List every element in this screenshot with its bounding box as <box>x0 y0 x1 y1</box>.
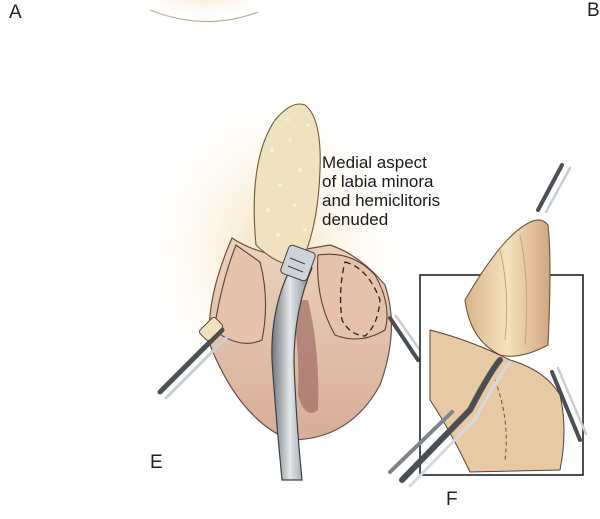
annotation-text <box>322 153 440 229</box>
upper-clamp <box>538 165 570 212</box>
right-hemostat <box>390 316 424 360</box>
annotation-line: of labia minora <box>322 172 434 191</box>
panel-label-a: A <box>9 2 22 23</box>
panel-a-remnant <box>130 0 280 22</box>
annotation-line: Medial aspect <box>322 153 427 172</box>
annotation-line: and hemiclitoris <box>322 191 441 210</box>
stretched-hood <box>465 220 550 356</box>
panel-e-illustration <box>135 80 424 480</box>
panel-label-e: E <box>150 452 163 473</box>
panel-label-f: F <box>446 489 458 510</box>
panel-label-b: B <box>587 0 600 21</box>
annotation-line: denuded <box>322 210 389 229</box>
